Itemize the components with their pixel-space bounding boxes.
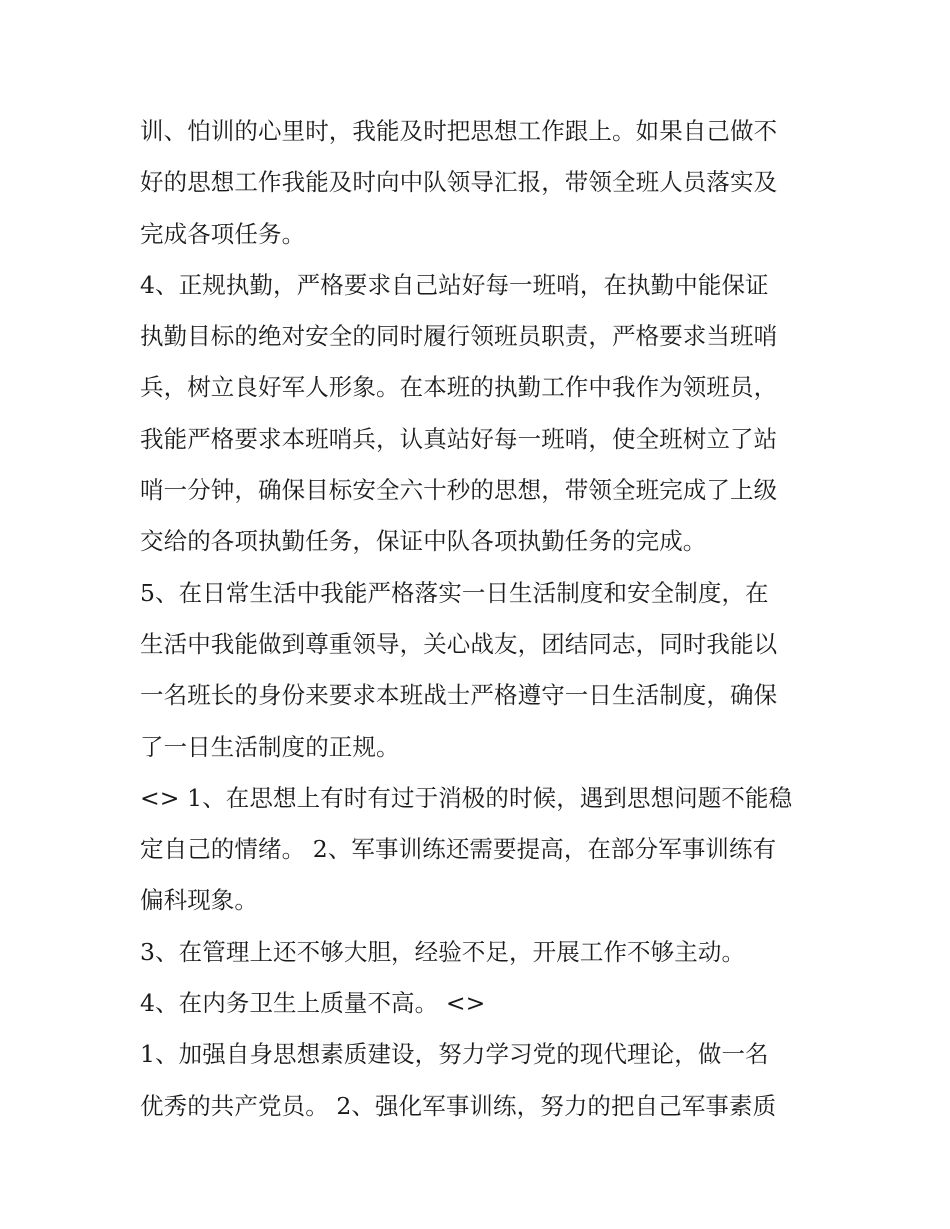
text-line: 生活中我能做到尊重领导，关心战友，团结同志，同时我能以 <box>140 629 778 658</box>
document-body <box>140 106 840 1132</box>
text-line: 交给的各项执勤任务，保证中队各项执勤任务的完成。 <box>140 527 707 556</box>
text-line: 1、加强自身思想素质建设，努力学习党的现代理论，做一名 <box>140 1040 769 1069</box>
text-line: 定自己的情绪。 2、军事训练还需要提高，在部分军事训练有 <box>140 835 777 864</box>
text-line: 兵，树立良好军人形象。在本班的执勤工作中我作为领班员， <box>140 373 778 402</box>
text-line: 哨一分钟，确保目标安全六十秒的思想，带领全班完成了上级 <box>140 476 778 505</box>
text-line: 完成各项任务。 <box>140 219 306 248</box>
text-line: 偏科现象。 <box>140 886 258 915</box>
text-line: 一名班长的身份来要求本班战士严格遵守一日生活制度，确保 <box>140 681 778 710</box>
text-line: 优秀的共产党员。 2、强化军事训练，努力的把自己军事素质 <box>140 1091 777 1120</box>
text-line: 5、在日常生活中我能严格落实一日生活制度和安全制度，在 <box>140 578 769 607</box>
text-line: 好的思想工作我能及时向中队领导汇报，带领全班人员落实及 <box>140 168 778 197</box>
text-line: 了一日生活制度的正规。 <box>140 732 400 761</box>
text-line: <> 1、在思想上有时有过于消极的时候，遇到思想问题不能稳 <box>140 783 793 812</box>
text-line: 执勤目标的绝对安全的同时履行领班员职责，严格要求当班哨 <box>140 322 778 351</box>
text-line: 4、正规执勤，严格要求自己站好每一班哨，在执勤中能保证 <box>140 270 769 299</box>
text-line: 3、在管理上还不够大胆，经验不足，开展工作不够主动。 <box>140 937 746 966</box>
text-line: 我能严格要求本班哨兵，认真站好每一班哨，使全班树立了站 <box>140 424 778 453</box>
text-line: 4、在内务卫生上质量不高。 <> <box>140 989 486 1018</box>
text-line: 训、怕训的心里时，我能及时把思想工作跟上。如果自己做不 <box>140 117 778 145</box>
